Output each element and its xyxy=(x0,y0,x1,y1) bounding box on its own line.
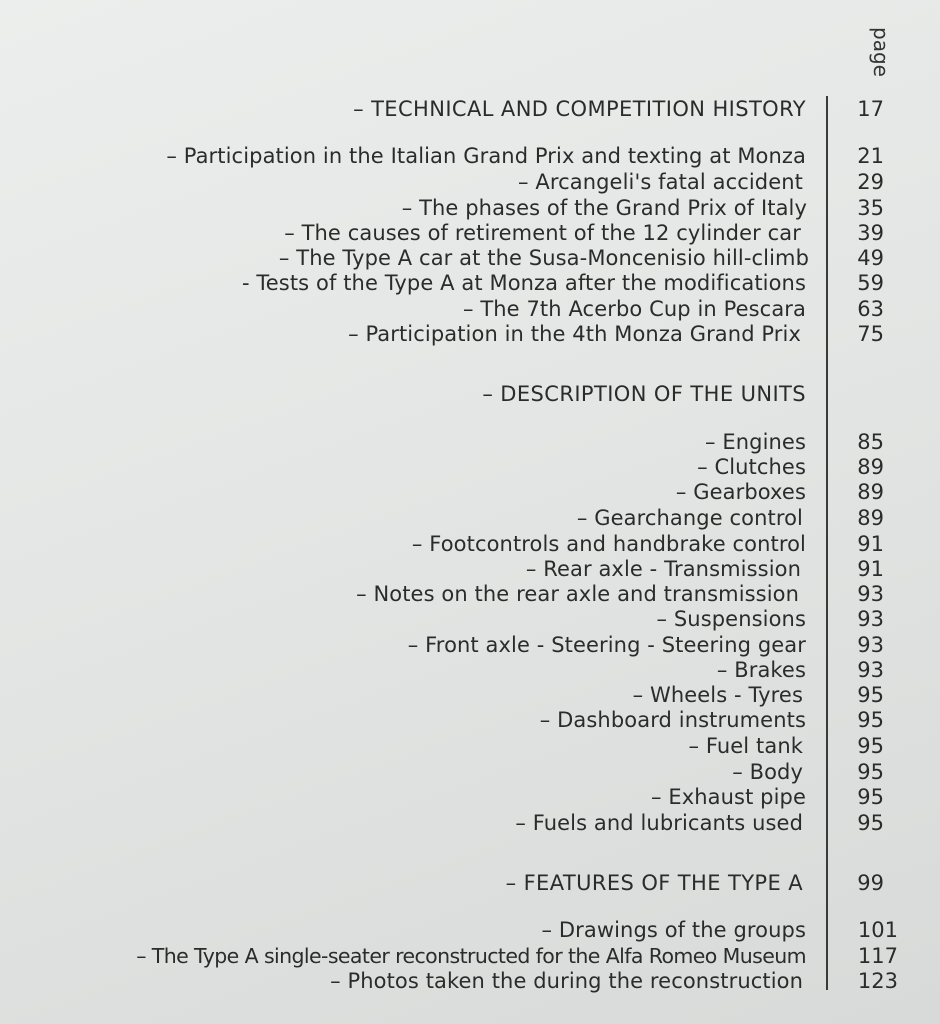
entry-title: – Fuel tank xyxy=(688,734,803,758)
section-heading-description-units xyxy=(0,382,940,407)
section-page-number: 99 xyxy=(857,871,884,895)
entry-title: – Rear axle - Transmission xyxy=(525,557,801,581)
entry-title: – Participation in the 4th Monza Grand Prix xyxy=(348,322,801,346)
entry-page-number: 93 xyxy=(857,582,884,606)
entry-title: – Drawings of the groups xyxy=(541,918,806,942)
toc-entry xyxy=(0,918,940,943)
entry-page-number: 93 xyxy=(857,658,884,682)
entry-title: – Clutches xyxy=(697,455,806,479)
entry-page-number: 95 xyxy=(857,708,884,732)
entry-title: – Suspensions xyxy=(656,607,806,631)
toc-entry xyxy=(0,607,940,632)
entry-page-number: 95 xyxy=(857,760,884,784)
entry-page-number: 95 xyxy=(857,734,884,758)
entry-page-number: 89 xyxy=(857,455,884,479)
toc-entry xyxy=(0,246,940,271)
entry-page-number: 59 xyxy=(857,271,884,295)
toc-entry xyxy=(0,322,940,347)
entry-page-number: 29 xyxy=(857,170,884,194)
entry-title: - Tests of the Type A at Monza after the modifications xyxy=(241,271,806,295)
section-title: – FEATURES OF THE TYPE A xyxy=(505,871,803,895)
entry-page-number: 91 xyxy=(857,532,884,556)
entry-page-number: 85 xyxy=(857,430,884,454)
toc-entry xyxy=(0,532,940,557)
toc-entry xyxy=(0,582,940,607)
entry-page-number: 75 xyxy=(857,322,884,346)
entry-page-number: 95 xyxy=(857,683,884,707)
toc-entry xyxy=(0,969,940,994)
entry-page-number: 117 xyxy=(857,944,898,968)
section-title: – TECHNICAL AND COMPETITION HISTORY xyxy=(353,97,806,121)
section-title: – DESCRIPTION OF THE UNITS xyxy=(482,382,806,406)
entry-page-number: 49 xyxy=(857,246,884,270)
entry-title: – The 7th Acerbo Cup in Pescara xyxy=(462,297,806,321)
page-column-label: page xyxy=(869,27,893,77)
toc-entry xyxy=(0,785,940,810)
toc-entry xyxy=(0,480,940,505)
toc-entry xyxy=(0,708,940,733)
entry-title: – The Type A single-seater reconstructed for the Alfa Romeo Museum xyxy=(136,944,806,968)
toc-entry xyxy=(0,297,940,322)
entry-title: – Body xyxy=(732,760,803,784)
entry-title: – Dashboard instruments xyxy=(539,708,806,732)
toc-entry xyxy=(0,430,940,455)
toc-entry xyxy=(0,760,940,785)
entry-title: – Gearchange control xyxy=(576,506,803,530)
entry-title: – Footcontrols and handbrake control xyxy=(411,532,806,556)
toc-entry xyxy=(0,196,940,221)
toc-entry xyxy=(0,683,940,708)
entry-page-number: 63 xyxy=(857,297,884,321)
entry-page-number: 93 xyxy=(857,607,884,631)
entry-title: – The phases of the Grand Prix of Italy xyxy=(401,196,807,220)
entry-title: – Notes on the rear axle and transmission xyxy=(356,582,799,606)
toc-entry xyxy=(0,144,940,169)
entry-title: – The Type A car at the Susa-Moncenisio hill-climb xyxy=(278,246,809,270)
entry-title: – Photos taken the during the reconstruction xyxy=(330,969,803,993)
toc-entry xyxy=(0,271,940,296)
entry-title: – Arcangeli's fatal accident xyxy=(517,170,803,194)
toc-entry xyxy=(0,734,940,759)
entry-page-number: 89 xyxy=(857,506,884,530)
section-heading-technical-history xyxy=(0,97,940,122)
entry-title: – Fuels and lubricants used xyxy=(515,811,803,835)
entry-title: – Wheels - Tyres xyxy=(632,683,803,707)
entry-page-number: 93 xyxy=(857,633,884,657)
entry-page-number: 21 xyxy=(857,144,884,168)
toc-entry xyxy=(0,170,940,195)
entry-title: – Gearboxes xyxy=(675,480,806,504)
toc-entry xyxy=(0,811,940,836)
toc-entry xyxy=(0,658,940,683)
entry-title: – Engines xyxy=(705,430,806,454)
entry-page-number: 95 xyxy=(857,811,884,835)
toc-entry xyxy=(0,633,940,658)
entry-page-number: 101 xyxy=(857,918,898,942)
entry-page-number: 91 xyxy=(857,557,884,581)
entry-page-number: 39 xyxy=(857,221,884,245)
entry-page-number: 123 xyxy=(857,969,898,993)
toc-entry xyxy=(0,944,940,969)
section-heading-features-type-a xyxy=(0,871,940,896)
entry-page-number: 95 xyxy=(857,785,884,809)
entry-title: – Participation in the Italian Grand Prix and texting at Monza xyxy=(166,144,806,168)
entry-title: – Exhaust pipe xyxy=(650,785,806,809)
toc-entry xyxy=(0,455,940,480)
toc-entry xyxy=(0,221,940,246)
toc-entry xyxy=(0,557,940,582)
section-page-number: 17 xyxy=(857,97,884,121)
entry-title: – Brakes xyxy=(716,658,806,682)
entry-title: – Front axle - Steering - Steering gear xyxy=(407,633,806,657)
entry-title: – The causes of retirement of the 12 cylinder car xyxy=(284,221,801,245)
entry-page-number: 89 xyxy=(857,480,884,504)
entry-page-number: 35 xyxy=(857,196,884,220)
toc-entry xyxy=(0,506,940,531)
